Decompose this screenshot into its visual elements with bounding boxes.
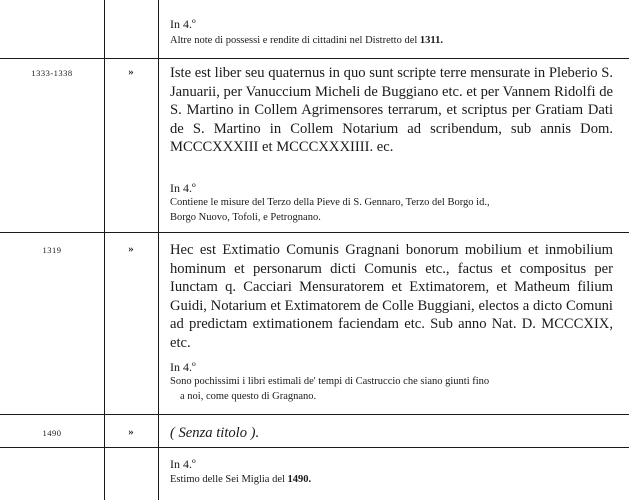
entry-3-format: In 4.º (170, 457, 196, 471)
row-divider (0, 447, 629, 448)
entry-1-ditto: » (128, 66, 134, 78)
entry-2-ditto: » (128, 243, 134, 255)
entry-3-note-year: 1490. (287, 474, 312, 485)
entry-1-note (170, 195, 613, 225)
entry-0-note-text: Altre note di possessi e rendite di cittadini nel Distretto del (170, 35, 420, 46)
entry-3-ditto: » (128, 426, 134, 438)
entry-1-note-line2: Borgo Nuovo, Tofoli, e Petrognano. (170, 212, 321, 223)
entry-1-title: Iste est liber seu quaternus in quo sunt scripte terre mensurate in Pleberio S. Januarii, per Vanuccium Micheli de Buggiano etc. et per Vannem Ridolfi de S. Martino in Collem Agrimensores terrarum, et scriptus per Gratiam Dati de S. Martino in Collem Notarium ad scribendum, sub annis Dom. MCCCXXXIII et MCCCXXXIIII. ec. (170, 65, 613, 155)
row-divider (0, 232, 629, 233)
entry-1-year: 1333-1338 (31, 68, 73, 78)
entry-3-year: 1490 (42, 428, 62, 438)
entry-2-note-line1: Sono pochissimi i libri estimali de' tempi di Castruccio che siano giunti fino (170, 376, 490, 387)
entry-0-format: In 4.º (170, 17, 196, 31)
entry-1-format: In 4.º (170, 181, 196, 195)
row-divider (0, 58, 629, 59)
entry-3-title: ( Senza titolo ). (170, 425, 260, 441)
entry-2-year: 1319 (42, 245, 62, 255)
entry-2-note (170, 374, 613, 404)
entry-2-title: Hec est Extimatio Comunis Gragnani bonorum mobilium et inmobilium hominum et personarum dicti Comunis etc., factus et compositus per Iunctam q. Cacciari Mensuratorem et Extimatorem, et Matheum filium Guidi, Notarium et Extimatorem de Colle Buggiani, electos a dicto Comuni ad predictam extimationem faciendam etc. Sub anno Nat. D. MCCCXIX, etc. (170, 242, 613, 351)
column-divider-right (158, 0, 159, 500)
entry-2-note-line2: a noi, come questo di Gragnano. (180, 391, 317, 402)
row-divider (0, 414, 629, 415)
entry-0-note-year: 1311. (419, 35, 443, 46)
entry-3-note (170, 472, 613, 487)
entry-0-note (170, 33, 613, 48)
entry-2-format: In 4.º (170, 360, 196, 374)
entry-1-note-line1: Contiene le misure del Terzo della Pieve di S. Gennaro, Terzo del Borgo id., (170, 197, 490, 208)
entry-3-note-text: Estimo delle Sei Miglia del (170, 474, 288, 485)
